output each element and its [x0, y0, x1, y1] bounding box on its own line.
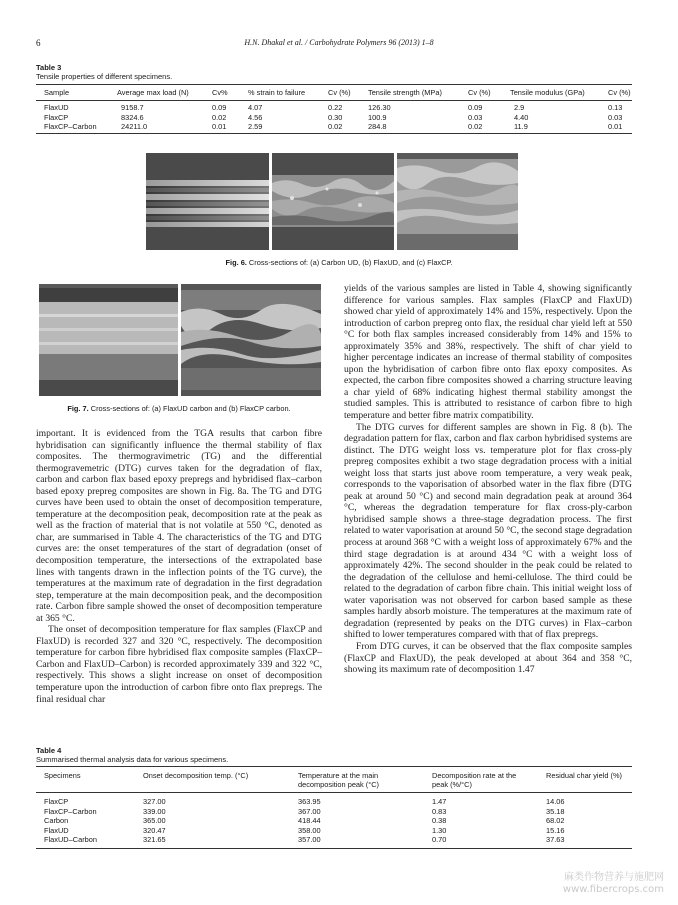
table3-cell: 126.30 [368, 103, 391, 112]
watermark-line2: www.fibercrops.com [562, 884, 664, 895]
body-right-column [344, 283, 632, 676]
table3-cell: 4.40 [514, 112, 529, 122]
table3-cell: 0.13 [608, 103, 623, 112]
table3-bottom-rule [36, 133, 632, 134]
table4-cell: 35.18 [546, 806, 565, 816]
table3-cell: 284.8 [368, 122, 387, 131]
journal-header: H.N. Dhakal et al. / Carbohydrate Polymers 96 (2013) 1–8 [244, 38, 434, 47]
table3-cell: 100.9 [368, 112, 387, 122]
fig7b-flaxcp-carbon-photo [181, 284, 321, 396]
site-watermark [563, 872, 664, 896]
table4-cell: 320.47 [143, 825, 166, 835]
table4-cell: 339.00 [143, 806, 166, 816]
table3-header-cell: Average max load (N) [117, 88, 189, 97]
fig6-label: Fig. 6. [225, 258, 247, 267]
table3-cell: FlaxUD [44, 103, 69, 112]
table3-cell: 4.56 [248, 112, 263, 122]
fig7a-flaxud-carbon-photo [39, 284, 178, 396]
table3-cell: 4.07 [248, 103, 263, 112]
table3-cell: 0.22 [328, 103, 343, 112]
table3-cell: 24211.0 [121, 122, 148, 131]
page-number: 6 [36, 38, 41, 48]
body-left-paragraph: The onset of decomposition temperature for flax samples (FlaxCP and FlaxUD) is recorded 327 and 320 °C, respectively. The decomposition temperature for carbon fibre hybridised flax composite samples (FlaxCP–Carbon and FlaxUD–Carbon) is recorded approximately 339 and 322 °C, respectively. This shows a slight increase on onset of decomposition temperature upon the introduction of carbon fibre onto flax prepregs. The final residual char [36, 624, 322, 705]
table4-cell: 14.06 [546, 797, 565, 806]
table4-top-rule [36, 766, 632, 767]
table4-cell: 37.63 [546, 835, 565, 844]
table3-cell: 0.03 [608, 112, 623, 122]
table3-cell: 8324.6 [121, 112, 144, 122]
table4-cell: FlaxUD [44, 825, 69, 835]
table4-cell: FlaxCP–Carbon [44, 806, 97, 816]
table3-cell: 0.01 [608, 122, 623, 131]
fig7-label: Fig. 7. [67, 404, 89, 413]
table4-cell: 1.47 [432, 797, 447, 806]
body-left-column [36, 428, 322, 705]
body-right-paragraph: yields of the various samples are listed in Table 4, showing significantly difference for various samples. Flax samples (FlaxCP and FlaxUD) showed char yield of approximately 14% and 15%, respectively. Upon the introduction of carbon prepreg onto flax, the residual char yield left at 550 °C for both flax samples increased considerably from 14% and 15% to approximately 35% and 38%, respectively. The shift of char yield to higher percentage indicates an increase of thermal stability of composites upon the hybridisation of carbon fibre onto flax epoxy composites. As expected, the carbon fibre composites showed a charring structure leaving a char yield of 68% indicating highest thermal stability amongst the studied samples. This is attributed to resistance of carbon fibre to high temperature and better fibre matrix compatibility. [344, 283, 632, 422]
table3-cell: 2.9 [514, 103, 525, 112]
table3-cell: 0.02 [328, 122, 343, 131]
table3-cell: 0.02 [212, 112, 227, 122]
table3-header-cell: Tensile strength (MPa) [368, 88, 442, 97]
table4-cell: FlaxCP [44, 797, 69, 806]
table3-cell: 9158.7 [121, 103, 144, 112]
table4-cell: 0.38 [432, 816, 447, 825]
fig6a-carbon-ud-photo [146, 153, 269, 250]
table3-cell: 2.59 [248, 122, 263, 131]
fig6c-flaxcp-photo [397, 153, 518, 250]
table4-cell: 367.00 [298, 806, 321, 816]
table3-header-rule [36, 100, 632, 101]
table4-cell: 15.16 [546, 825, 565, 835]
fig7-caption [36, 404, 322, 413]
table3-header-cell: Cv (%) [468, 88, 491, 97]
table4-cell: 1.30 [432, 825, 447, 835]
fig6-caption-text: Cross-sections of: (a) Carbon UD, (b) FlaxUD, and (c) FlaxCP. [248, 258, 453, 267]
table3-header-cell: Cv (%) [328, 88, 351, 97]
table3-cell: FlaxCP–Carbon [44, 122, 97, 131]
table4-cell: 0.83 [432, 806, 447, 816]
table4-header-cell: Decomposition rate at the peak (%/°C) [432, 771, 517, 789]
table3-header-cell: Sample [44, 88, 70, 97]
table4-title: Table 4 [36, 746, 62, 755]
table4-header-cell: Specimens [44, 771, 81, 780]
table4-cell: 0.70 [432, 835, 447, 844]
table3-cell: 11.9 [514, 122, 528, 131]
fig6b-flaxud-photo [272, 153, 394, 250]
body-right-paragraph: From DTG curves, it can be observed that the flax composite samples (FlaxCP and FlaxUD), the peak developed at about 364 and 358 °C, showing its maximum rate of decomposition 1.47 [344, 640, 632, 676]
table4-cell: 358.00 [298, 825, 321, 835]
table4-header-cell: Onset decomposition temp. (°C) [143, 771, 249, 780]
table3-caption: Tensile properties of different specimens. [36, 72, 173, 81]
table4-cell: 365.00 [143, 816, 166, 825]
table3-cell: 0.01 [212, 122, 227, 131]
table4-cell: 321.65 [143, 835, 166, 844]
table4-header-cell: Residual char yield (%) [546, 771, 622, 780]
table3-cell: 0.09 [468, 103, 483, 112]
table3-cell: 0.09 [212, 103, 227, 112]
body-right-paragraph: The DTG curves for different samples are shown in Fig. 8 (b). The degradation pattern for flax, carbon and flax carbon hybridised systems are distinct. The DTG weight loss vs. temperature plot for flax cross-ply prepreg composites exhibit a two stage degradation process with a initial weight loss that starts just above room temperature, a very weak peak, corresponds to the vaporisation of absorbed water in the flax fibre (DTG peak at around 50 °C) and second main degradation peak at around 364 °C, whereas the degradation temperature for flax cross-ply-carbon hybridised sample shows a three-stage degradation process. The first related to water vaporisation at around 50 °C, the second stage degradation process at around 368 °C with a weight loss of approximately 67% and the third stage degradation is at around 434 °C with a weight loss of approximately 42%. The second shoulder in the peak could be related to the degradation of the cellulose and hemi-cellulose. The third could be related to the degradation of carbon fibre chain. This initial weight loss of water vaporisation was not observed for carbon based sample as these samples hardly absorb moisture. The temperatures at the maximum rate of degradation (represented by peaks on the DTG curves) in Flax–carbon shifted to lower temperatures compared with that of flax prepregs. [344, 421, 632, 641]
table4-bottom-rule [36, 848, 632, 849]
table3-header-cell: Cv% [212, 88, 228, 97]
table4-header-cell: Temperature at the main decomposition peak (°C) [298, 771, 380, 789]
table4-caption: Summarised thermal analysis data for various specimens. [36, 755, 229, 764]
table4-cell: FlaxUD–Carbon [44, 835, 97, 844]
table3-header-cell: Tensile modulus (GPa) [510, 88, 585, 97]
table4-header-rule [36, 792, 632, 793]
table4-cell: Carbon [44, 816, 69, 825]
fig6-caption [0, 258, 678, 267]
table4-cell: 418.44 [298, 816, 321, 825]
table3-header-cell: % strain to failure [248, 88, 306, 97]
watermark-line1: 麻类作物营养与施肥网 [564, 872, 664, 883]
table3-title: Table 3 [36, 63, 62, 72]
table4-cell: 357.00 [298, 835, 321, 844]
table3-header-cell: Cv (%) [608, 88, 631, 97]
fig7-caption-text: Cross-sections of: (a) FlaxUD carbon and (b) FlaxCP carbon. [90, 404, 291, 413]
table4-cell: 68.02 [546, 816, 565, 825]
table3-cell: 0.30 [328, 112, 343, 122]
table3-cell: 0.02 [468, 122, 483, 131]
table3-cell: 0.03 [468, 112, 483, 122]
table3-top-rule [36, 84, 632, 85]
body-left-paragraph: important. It is evidenced from the TGA results that carbon fibre hybridisation can significantly influence the thermal stability of flax composites. The thermogravimetric (TG) and the differential thermogravemetric (DTG) curves taken for the degradation of flax, carbon and carbon flax based epoxy prepregs and hybridised flax–carbon based epoxy prepreg composites are shown in Fig. 8a. The TG and DTG curves have been used to obtain the onset of decomposition temperature, temperature at the decomposition peak, decomposition rate at the peak as well as the fraction of material that is not volatile at 550 °C, denoted as char, are summarised in Table 4. The characteristics of the TG and DTG curves are: the onset temperatures of the start of degradation (onset of decomposition temperature, the intersections of the extrapolated base lines with tangents drawn in the inflection points of the TG curve), the temperatures at the maximum rate of degradation in the first degradation step, temperature at the main decomposition peak, and the decomposition rate. Carbon fibre sample showed the onset of decomposition temperature at 365 °C. [36, 428, 322, 624]
table4-cell: 327.00 [143, 797, 166, 806]
table4-cell: 363.95 [298, 797, 321, 806]
table3-cell: FlaxCP [44, 112, 69, 122]
